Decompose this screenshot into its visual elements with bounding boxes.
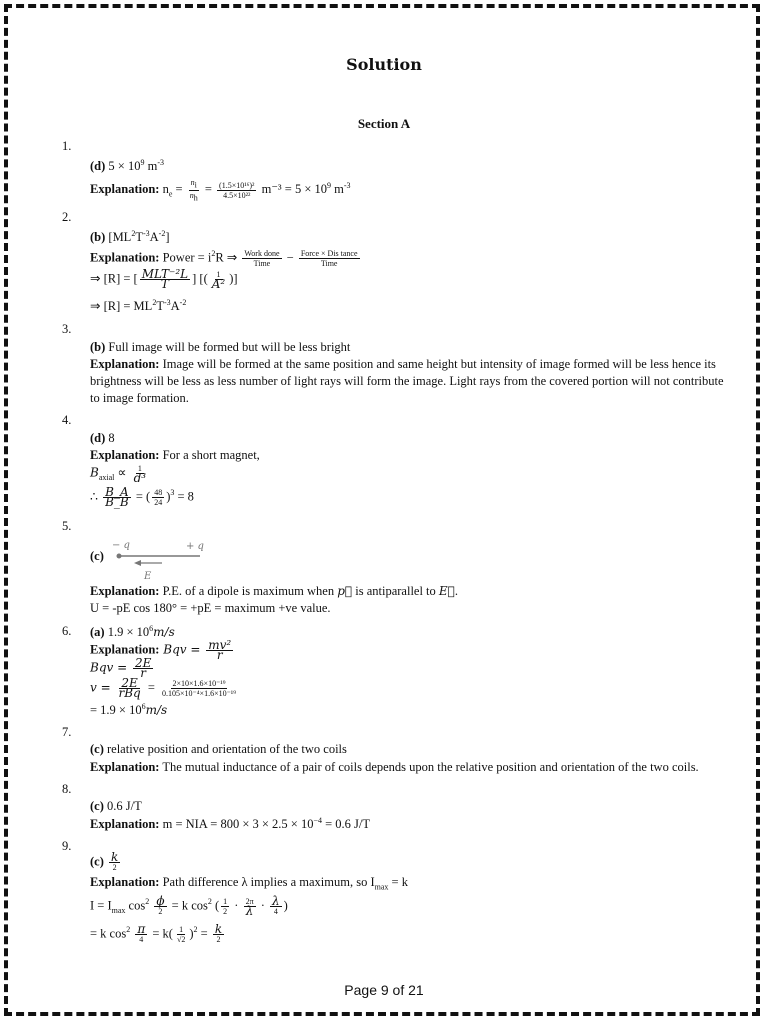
fraction: $\frac{k}{2}$ — [111, 850, 119, 872]
fraction: $\frac{2E}{r}$ — [134, 656, 152, 680]
field-label: E — [144, 571, 152, 582]
explanation-line: Explanation: The mutual inductance of a pair of coils depends upon the relative position and orientation of the two coils. — [90, 760, 699, 774]
fraction: $\frac{n_i}{n_h}$ — [189, 178, 198, 203]
question-number: 2. — [62, 210, 72, 224]
equation-line: ∴ $\frac{B\_A}{B\_B}$ = ( $\frac{48}{24}$ )$^3$ = 8 — [90, 485, 194, 509]
question-number: 5. — [62, 519, 72, 533]
fraction: $\frac{\text{Force × Dis tance}}{\text{Time}}$ — [300, 249, 358, 268]
explanation-line: Explanation: Bqv = $\frac{\text{mv²}}{r}$ — [90, 638, 232, 662]
fraction: $\frac{\phi}{2}$ — [156, 894, 165, 916]
question-number: 7. — [62, 725, 72, 739]
fraction: $\frac{48}{24}$ — [154, 488, 163, 507]
answer-line: (c) — [90, 549, 104, 563]
fraction: $\frac{1}{\text{A²}}$ — [211, 270, 226, 291]
explanation-line: Explanation: P.E. of a dipole is maximum when p⃗ is antiparallel to E⃗. — [90, 584, 458, 598]
explanation-line: Explanation: Path difference λ implies a maximum, so $I_{max} = k$ — [90, 875, 408, 892]
fraction: $\frac{1}{2}$ — [223, 897, 228, 916]
negative-charge-label: − q — [112, 540, 130, 551]
question-number: 3. — [62, 322, 72, 336]
question-number: 4. — [62, 413, 72, 427]
explanation-line: Explanation: For a short magnet, — [90, 448, 260, 462]
answer-line: (b) Full image will be formed but will be less bright — [90, 340, 351, 354]
equation-line: $B_{axial}$ ∝ $\frac{1}{\text{d³}}$ — [90, 464, 147, 485]
dipole-diagram — [110, 538, 210, 582]
explanation-paragraph: Explanation: Image will be formed at the same position and same height but intensity of image formed will be less hence its brightness will be less as less number of light rays will form the image. Light rays from the covered portion will not contribute to image formation. — [90, 357, 724, 405]
explanation-line: Explanation: Power = $i^2R$ ⇒ $\frac{\text{Work done}}{\text{Time}}$ − $\frac{\text{Force × Dis tance}}{\text{Time}}$ — [90, 249, 358, 268]
equation-line: Bqv = $\frac{2E}{r}$ — [90, 656, 152, 680]
fraction: $\frac{\text{2×10×1.6×10⁻¹⁹}}{\text{0.105×10⁻⁴×1.6×10⁻¹⁹}}$ — [162, 679, 236, 698]
explanation-line: Explanation: $n_e$ = $\frac{n_i}{n_h}$ = $\frac{\text{(1.5×10¹⁶)²}}{\text{4.5×10²²}}$ $m^{-3} = 5 \times 10^9$ $m^{-3}$ — [90, 178, 351, 203]
section-heading: Section A — [357, 116, 411, 131]
question-number: 1. — [62, 139, 72, 153]
fraction: $\frac{B\_A}{B\_B}$ — [105, 485, 129, 509]
fraction: $\frac{\lambda}{4}$ — [272, 894, 280, 916]
fraction: $\frac{1}{√2}$ — [176, 925, 186, 944]
answer-line: (d) 8 — [90, 431, 115, 445]
question-number: 9. — [62, 839, 72, 853]
fraction: $\frac{\text{(1.5×10¹⁶)²}}{\text{4.5×10²²}}$ — [219, 180, 255, 200]
answer-line: (d) $5 \times 10^9$ $m^{-3}$ — [90, 158, 164, 174]
page-title: Solution — [346, 55, 422, 74]
answer-line: (c) $\frac{k}{2}$ — [90, 850, 119, 872]
answer-line: (c) relative position and orientation of the two coils — [90, 742, 347, 756]
fraction: $\frac{\text{MLT⁻²L}}{T}$ — [141, 267, 189, 291]
equation-line: v = $\frac{2E}{\text{rBq}}$ = $\frac{\text{2×10×1.6×10⁻¹⁹}}{\text{0.105×10⁻⁴×1.6×10⁻¹⁹}}$ — [90, 676, 236, 700]
question-number: 6. — [62, 624, 72, 638]
equation-line: ⇒ [R] = [ $\frac{\text{MLT⁻²L}}{T}$ ] [( $\frac{1}{\text{A²}}$ )] — [90, 267, 238, 291]
answer-line: (a) $1.9 \times 10^6m/s$ — [90, 624, 175, 640]
equation-line: = k $\cos^2$ $\frac{\pi}{4}$ = k( $\frac{1}{√2}$ )$^2$ = $\frac{k}{2}$ — [90, 922, 223, 944]
answer-line: (c) 0.6 J/T — [90, 799, 142, 813]
fraction: $\frac{\text{Work done}}{\text{Time}}$ — [244, 249, 280, 268]
explanation-line: Explanation: m = NIA = $800 \times 3 \times 2.5 \times 10^{-4} = 0.6$ J/T — [90, 816, 371, 832]
fraction: $\frac{\text{mv²}}{r}$ — [208, 638, 232, 662]
answer-line: (b) $[ML^2T^{-3}A^{-2}]$ — [90, 229, 170, 245]
field-arrow-head — [134, 560, 141, 566]
positive-charge-label: + q — [186, 541, 204, 552]
fraction: $\frac{2\pi}{\lambda}$ — [245, 897, 254, 918]
page-footer: Page 9 of 21 — [344, 982, 424, 998]
equation-line: = $1.9 \times 10^6m/s$ — [90, 702, 168, 718]
equation-line: U = -pE cos 180° = +pE = maximum +ve value. — [90, 601, 331, 615]
fraction: $\frac{2E}{\text{rBq}}$ — [118, 676, 141, 700]
question-number: 8. — [62, 782, 72, 796]
fraction: $\frac{1}{\text{d³}}$ — [133, 464, 147, 485]
fraction: $\frac{k}{2}$ — [214, 922, 223, 944]
fraction: $\frac{\pi}{4}$ — [137, 922, 146, 944]
equation-line: $I = I_{max}$ $\cos^2$ $\frac{\phi}{2}$ = k $\cos^2$ ( $\frac{1}{2}$ · $\frac{2\pi}{\lambda}$ · $\frac{\lambda}{4}$ ) — [90, 894, 288, 918]
equation-line: ⇒ $[R] = ML^2T^{-3}A^{-2}$ — [90, 298, 187, 314]
